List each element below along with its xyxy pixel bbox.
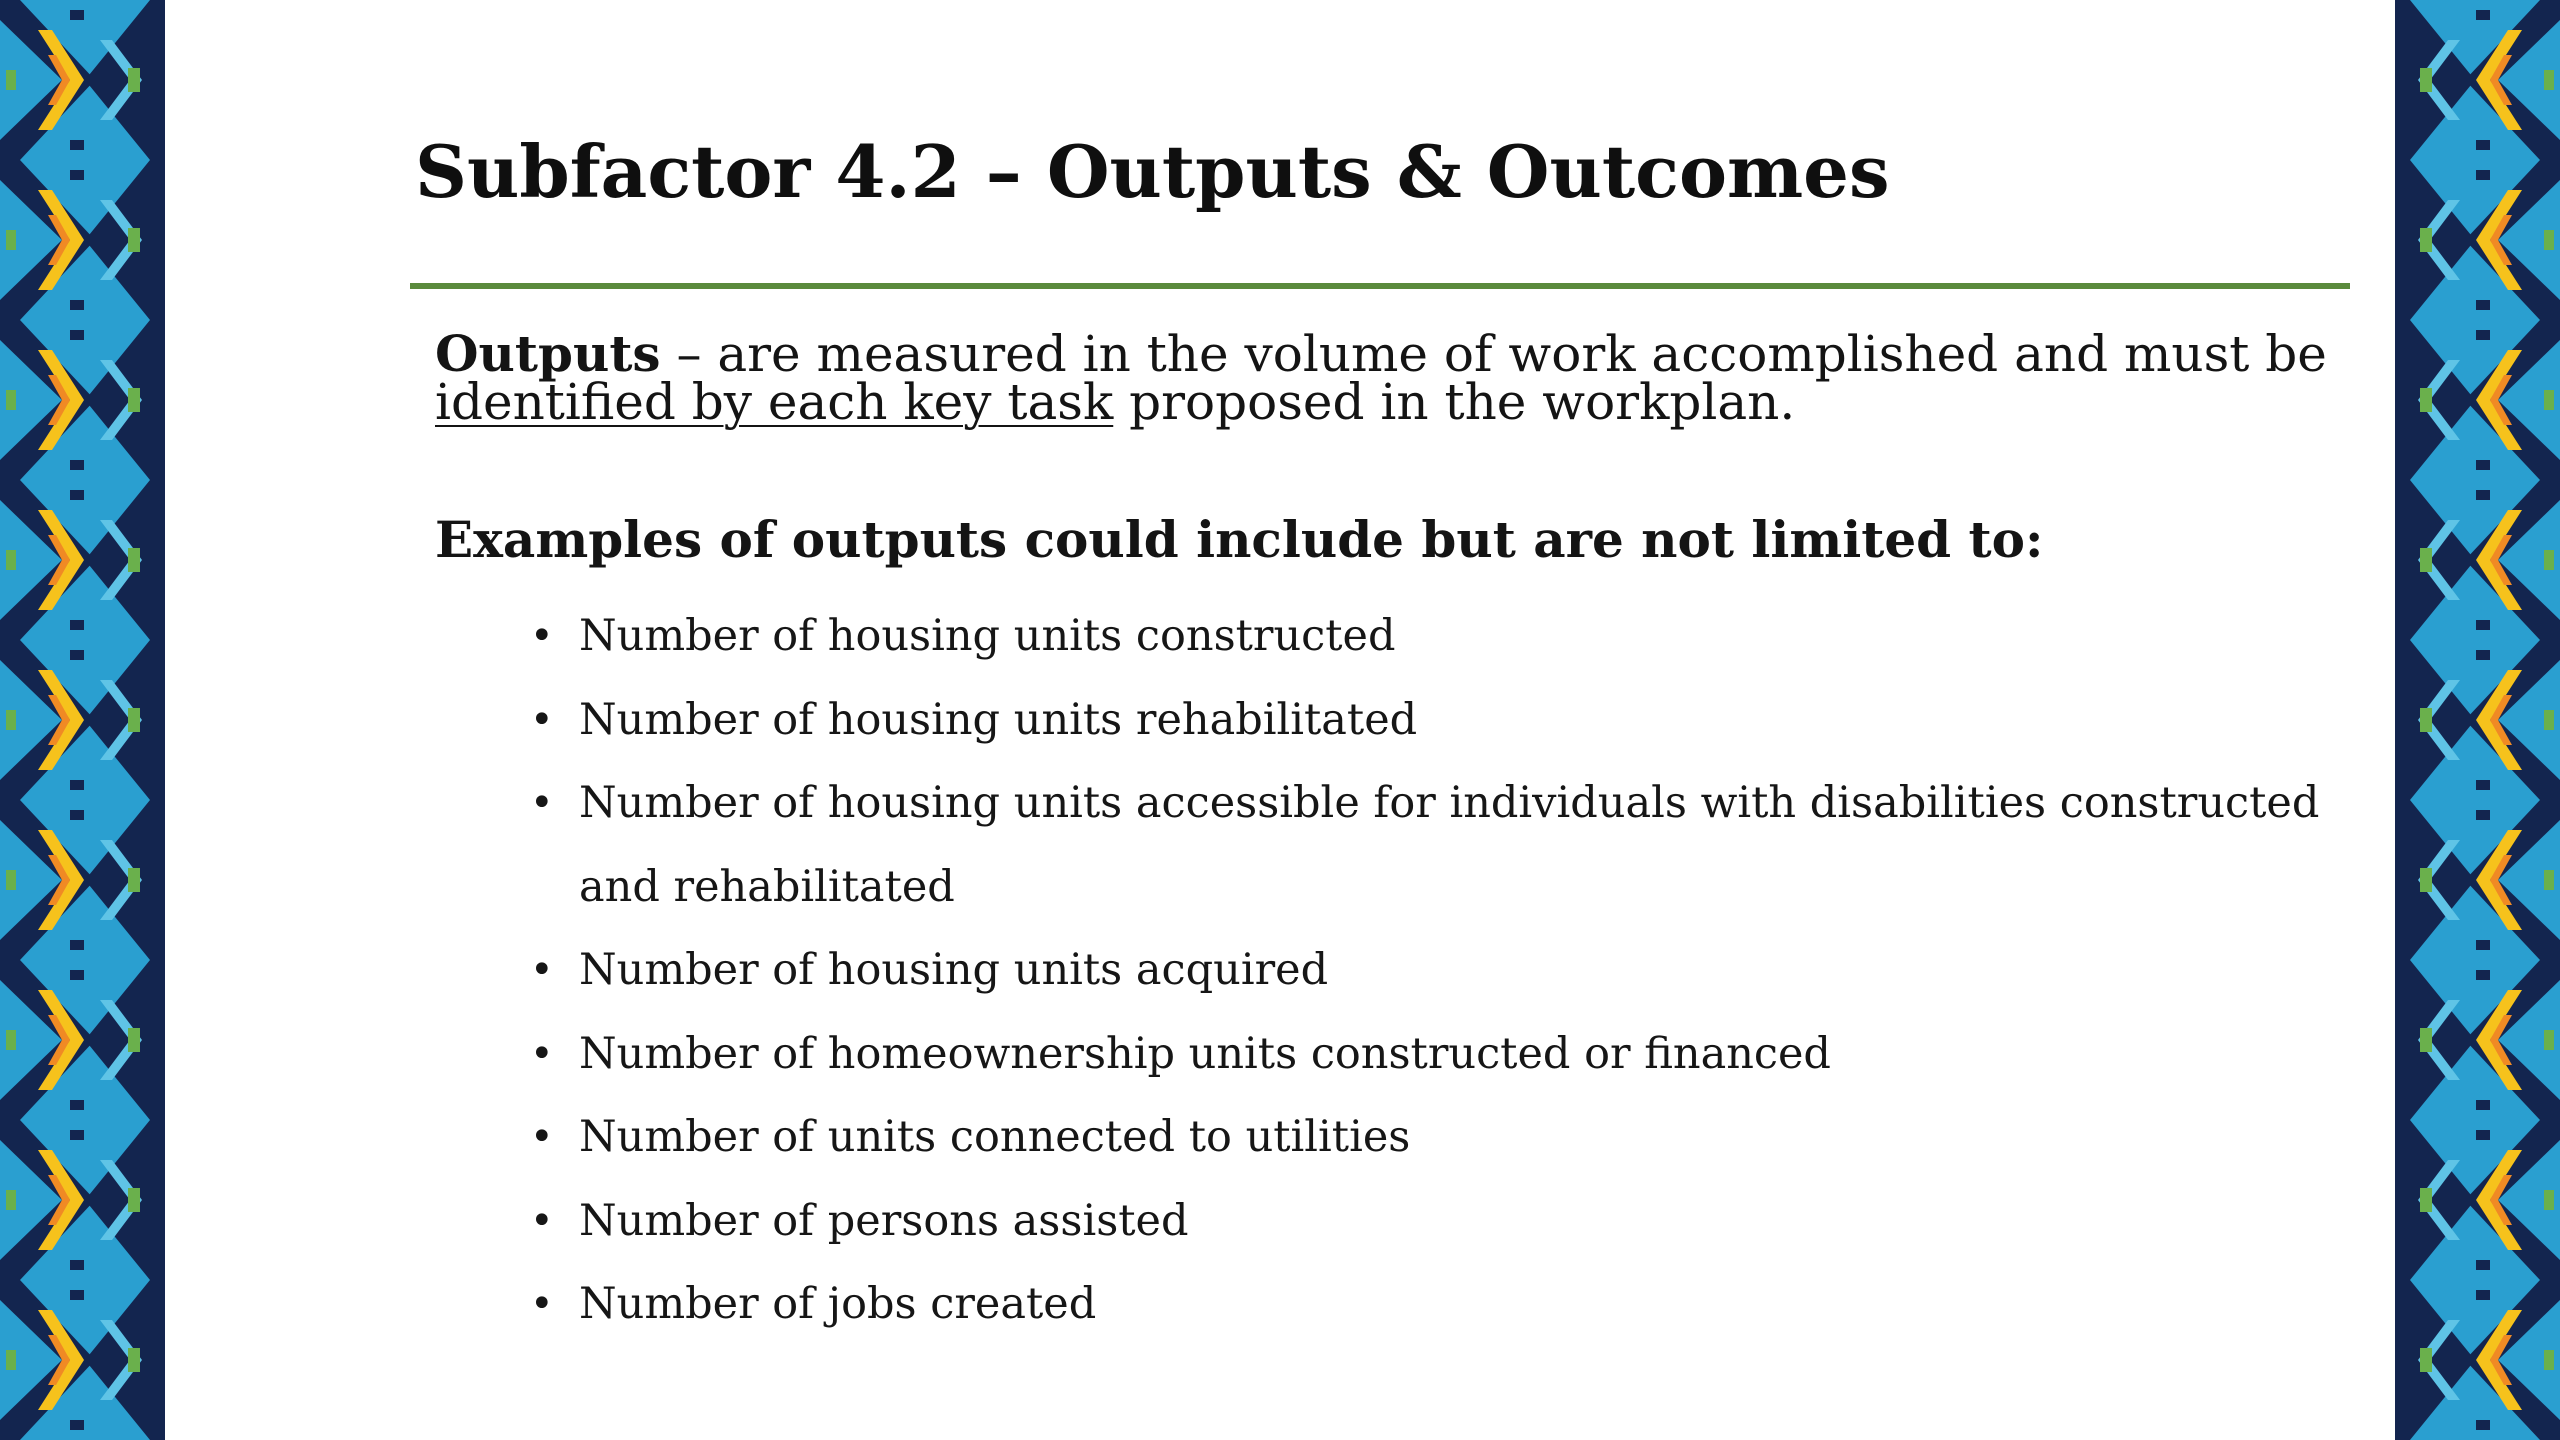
list-item-text: Number of units connected to utilities: [579, 1112, 1411, 1162]
slide-title: Subfactor 4.2 – Outputs & Outcomes: [415, 129, 1890, 214]
list-item: [530, 1096, 2390, 1180]
list-item-text: Number of housing units accessible for individuals with disabilities constructed and rehabilitated: [579, 778, 2320, 912]
examples-list: [530, 595, 2390, 1347]
list-item: [530, 1263, 2390, 1347]
bullet-icon: •: [530, 947, 554, 993]
outputs-definition: [435, 324, 2335, 431]
bullet-icon: •: [530, 1030, 554, 1077]
list-item-text: Number of housing units acquired: [579, 945, 1329, 995]
bullet-icon: •: [530, 613, 554, 659]
bullet-icon: •: [530, 1114, 554, 1160]
bullet-icon: •: [530, 1281, 554, 1327]
examples-heading: Examples of outputs could include but are not limited to:: [435, 510, 2044, 569]
slide-content: [165, 0, 2395, 1440]
bullet-icon: •: [530, 1197, 554, 1244]
title-divider: [410, 283, 2350, 289]
outputs-definition-text-b: proposed in the workplan.: [1113, 373, 1796, 431]
bullet-icon: •: [530, 780, 554, 826]
list-item: [530, 1013, 2390, 1097]
list-item-text: Number of housing units constructed: [579, 611, 1396, 661]
outputs-definition-text-a: – are measured in the volume of work accomplished and must be: [660, 325, 2327, 383]
list-item-text: Number of persons assisted: [579, 1195, 1189, 1246]
outputs-definition-underlined: identified by each key task: [435, 373, 1114, 431]
list-item-text: Number of housing units rehabilitated: [579, 694, 1418, 745]
list-item: [530, 762, 2390, 929]
right-decorative-border: [2395, 0, 2560, 1440]
outputs-term: Outputs: [435, 324, 661, 383]
list-item-text: Number of homeownership units constructed or financed: [579, 1028, 1831, 1079]
left-decorative-border: [0, 0, 165, 1440]
list-item-text: Number of jobs created: [579, 1279, 1097, 1329]
list-item: [530, 1180, 2390, 1264]
bullet-icon: •: [530, 696, 554, 743]
list-item: [530, 595, 2390, 679]
list-item: [530, 679, 2390, 763]
list-item: [530, 929, 2390, 1013]
